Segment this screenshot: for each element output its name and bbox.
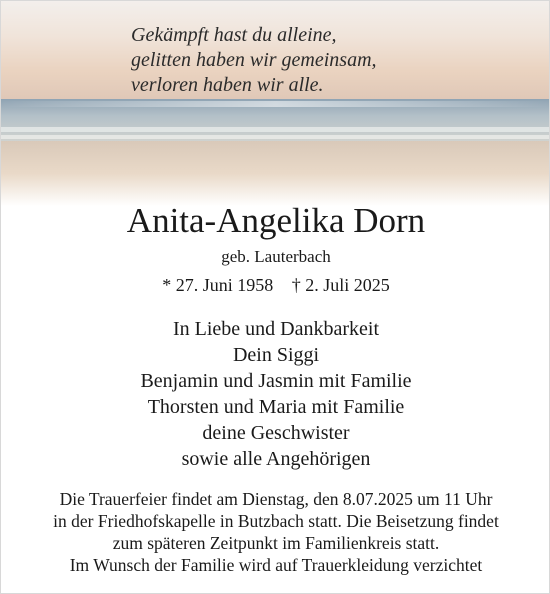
mourner-line: deine Geschwister <box>202 422 350 444</box>
death-date: 2. Juli 2025 <box>305 275 390 295</box>
memorial-quote <box>131 23 377 98</box>
info-line: in der Friedhofskapelle in Butzbach statt. Die Beisetzung findet <box>53 511 499 531</box>
birth-name: geb. Lauterbach <box>221 247 331 266</box>
mourners-list <box>1 316 550 472</box>
info-line: Im Wunsch der Familie wird auf Trauerkleidung verzichtet <box>69 555 483 575</box>
info-line: Die Trauerfeier findet am Dienstag, den 8.07.2025 um 11 Uhr <box>59 489 493 509</box>
mourner-line: Dein Siggi <box>232 344 320 366</box>
funeral-info <box>1 488 550 576</box>
info-line: zum späteren Zeitpunkt im Familienkreis statt. <box>112 533 440 553</box>
mourner-line: Thorsten und Maria mit Familie <box>147 396 405 418</box>
mourner-line: In Liebe und Dankbarkeit <box>172 318 380 340</box>
birth-date: 27. Juni 1958 <box>175 275 274 295</box>
deceased-name: Anita-Angelika Dorn <box>126 201 426 240</box>
header-image-sea <box>1 1 550 206</box>
death-cross-icon: † <box>291 275 301 295</box>
mourner-line: sowie alle Angehörigen <box>181 448 371 470</box>
quote-line: verloren haben wir alle. <box>131 74 324 96</box>
quote-line: Gekämpft hast du alleine, <box>131 24 337 46</box>
mourner-line: Benjamin und Jasmin mit Familie <box>140 370 412 392</box>
born-star-icon: * <box>162 275 172 295</box>
quote-line: gelitten haben wir gemeinsam, <box>131 49 377 71</box>
life-dates <box>1 274 550 296</box>
